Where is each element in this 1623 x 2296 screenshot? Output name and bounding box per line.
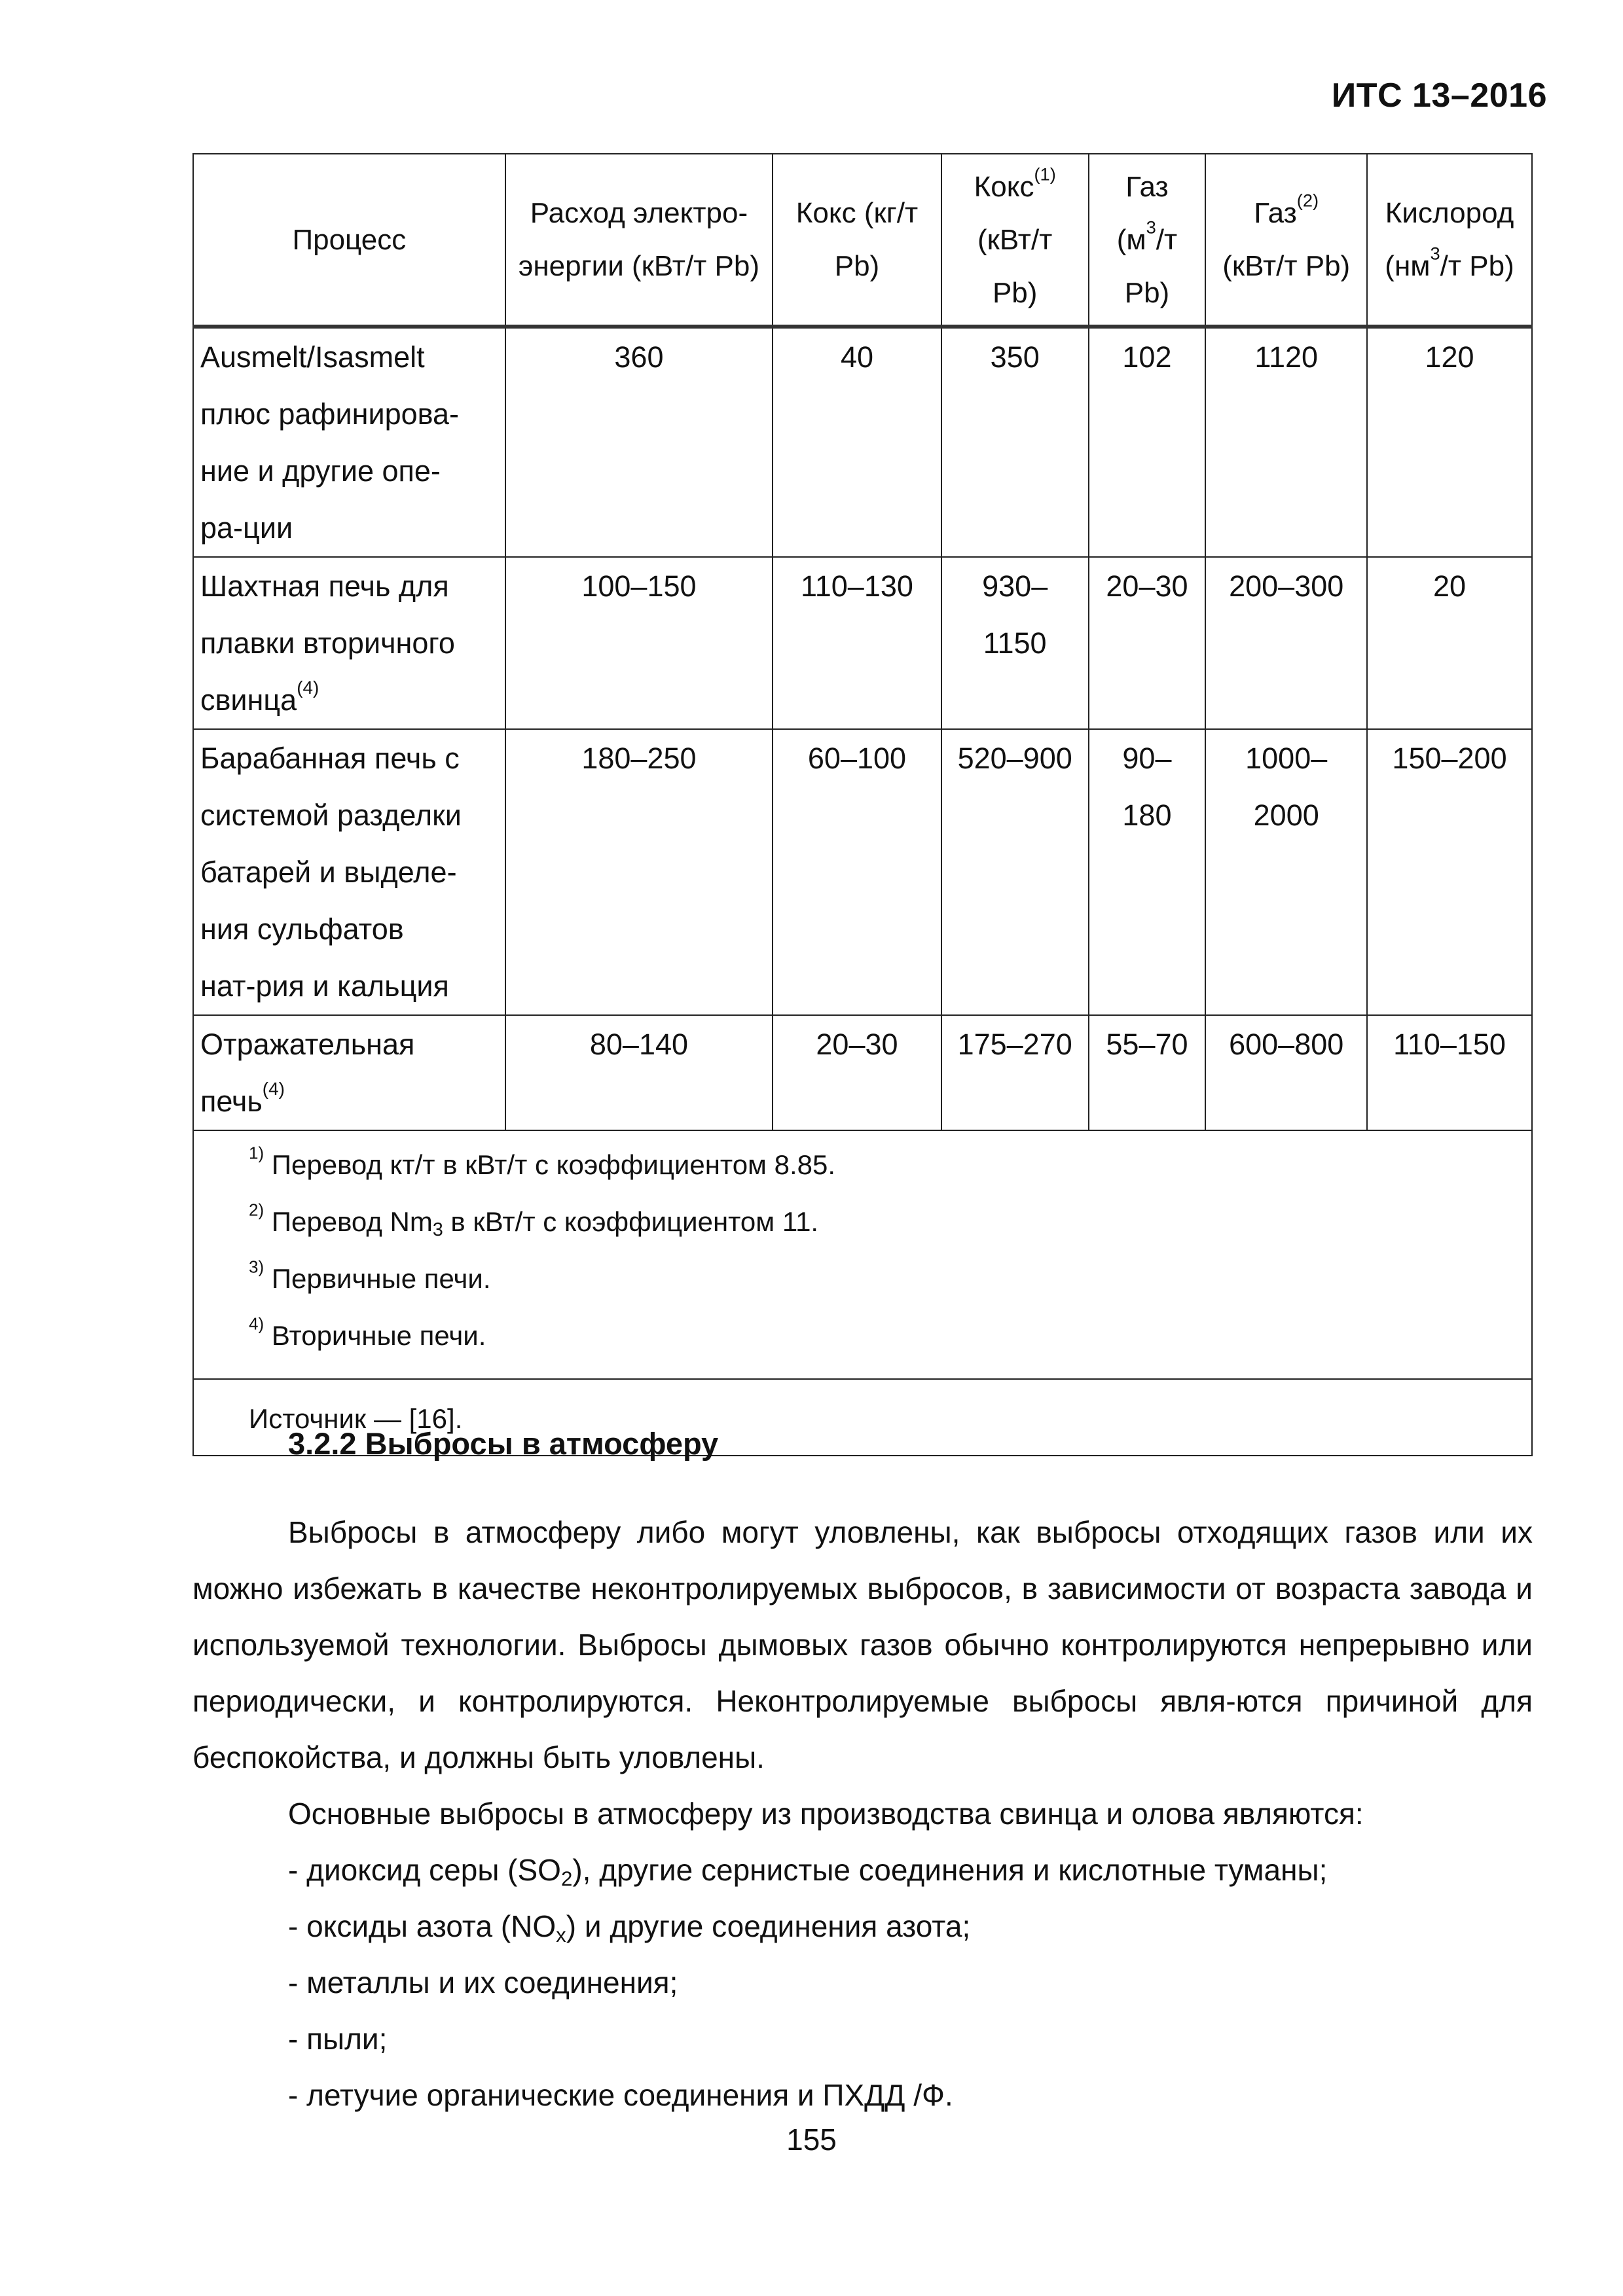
footnote-item: $^{1)}$ Перевод кт/т в кВт/т с коэффициентом 8.85. bbox=[249, 1143, 836, 1180]
gas-m3-cell: 55–70 bbox=[1089, 1015, 1206, 1130]
coke-kg-cell: 60–100 bbox=[773, 729, 941, 1015]
table-row bbox=[193, 729, 1532, 1015]
footnote-item: $^{2)}$ Перевод $Nm_3$ в кВт/т с коэффициентом 11. bbox=[249, 1200, 819, 1241]
table-row bbox=[193, 557, 1532, 729]
oxygen-cell: 20 bbox=[1367, 557, 1532, 729]
oxygen-cell: 120 bbox=[1367, 327, 1532, 557]
table-row bbox=[193, 1015, 1532, 1130]
electricity-cell: 180–250 bbox=[505, 729, 773, 1015]
document-code: ИТС 13–2016 bbox=[1331, 77, 1547, 115]
table-source: Источник — [16]. bbox=[193, 1379, 1532, 1456]
col-header-oxygen: Кислород ($нм^3/т$ Pb) bbox=[1367, 154, 1532, 327]
process-cell: Барабанная печь с системой разделки батарей и выделе- ния сульфатов нат-рия и кальция bbox=[193, 729, 505, 1015]
energy-consumption-table bbox=[192, 153, 1533, 1456]
gas-m3-cell: 90– 180 bbox=[1089, 729, 1206, 1015]
list-item: - пыли; bbox=[288, 2022, 388, 2056]
col-header-coke-kwh: Кокс$^{(1)}$ (кВт/т Pb) bbox=[941, 154, 1089, 327]
coke-kwh-cell: 175–270 bbox=[941, 1015, 1089, 1130]
coke-kg-cell: 110–130 bbox=[773, 557, 941, 729]
coke-kg-cell: 20–30 bbox=[773, 1015, 941, 1130]
electricity-cell: 80–140 bbox=[505, 1015, 773, 1130]
table-row bbox=[193, 327, 1532, 557]
gas-kwh-cell: 200–300 bbox=[1205, 557, 1367, 729]
footnote-item: $^{4)}$ Вторичные печи. bbox=[249, 1314, 486, 1351]
oxygen-cell: 150–200 bbox=[1367, 729, 1532, 1015]
gas-kwh-cell: 600–800 bbox=[1205, 1015, 1367, 1130]
electricity-cell: 360 bbox=[505, 327, 773, 557]
coke-kg-cell: 40 bbox=[773, 327, 941, 557]
gas-kwh-cell: 1000– 2000 bbox=[1205, 729, 1367, 1015]
list-item: - оксиды азота $(NO_x)$ и другие соединения азота; bbox=[288, 1909, 971, 1946]
table-footnotes bbox=[193, 1130, 1532, 1379]
coke-kwh-cell: 520–900 bbox=[941, 729, 1089, 1015]
list-item: - летучие органические соединения и ПХДД /Ф. bbox=[288, 2078, 953, 2112]
gas-m3-cell: 20–30 bbox=[1089, 557, 1206, 729]
gas-m3-cell: 102 bbox=[1089, 327, 1206, 557]
footnote-item: $^{3)}$ Первичные печи. bbox=[249, 1257, 491, 1294]
col-header-process: Процесс bbox=[193, 154, 505, 327]
paragraph: Основные выбросы в атмосферу из производства свинца и олова являются: bbox=[288, 1797, 1364, 1831]
page-number: 155 bbox=[786, 2123, 837, 2157]
col-header-gas-kwh: Газ$^{(2)}$ (кВт/т Pb) bbox=[1205, 154, 1367, 327]
col-header-electricity: Расход электро- энергии (кВт/т Pb) bbox=[505, 154, 773, 327]
gas-kwh-cell: 1120 bbox=[1205, 327, 1367, 557]
process-cell: Отражательная печь$^{(4)}$ bbox=[193, 1015, 505, 1130]
list-item: - металлы и их соединения; bbox=[288, 1965, 678, 2000]
section-body bbox=[192, 1504, 1533, 2123]
section-heading: 3.2.2 Выбросы в атмосферу bbox=[288, 1426, 719, 1461]
process-cell: Шахтная печь для плавки вторичного свинца$^{(4)}$ bbox=[193, 557, 505, 729]
electricity-cell: 100–150 bbox=[505, 557, 773, 729]
list-item: - диоксид серы $(SO_2)$, другие сернистые соединения и кислотные туманы; bbox=[288, 1853, 1328, 1890]
coke-kwh-cell: 930– 1150 bbox=[941, 557, 1089, 729]
coke-kwh-cell: 350 bbox=[941, 327, 1089, 557]
oxygen-cell: 110–150 bbox=[1367, 1015, 1532, 1130]
col-header-gas-m3: Газ ($м^3/т$ Pb) bbox=[1089, 154, 1206, 327]
process-cell: Ausmelt/Isasmelt плюс рафинирова- ние и другие опе- ра-ции bbox=[193, 327, 505, 557]
paragraph: Выбросы в атмосферу либо могут уловлены, как выбросы отходящих газов или их можно избежать в качестве неконтролируемых выбросов, в зависимости от возраста завода и используемой технологии. Выбросы дымовых газов обычно контролируются непрерывно или периодически, и контролируются. Неконтролируемые выбросы явля-ются причиной для беспокойства, и должны быть уловлены. bbox=[192, 1515, 1533, 1774]
col-header-coke-kg: Кокс (кг/т Pb) bbox=[773, 154, 941, 327]
table-header-row bbox=[193, 154, 1532, 327]
table-footnotes-row bbox=[193, 1130, 1532, 1379]
